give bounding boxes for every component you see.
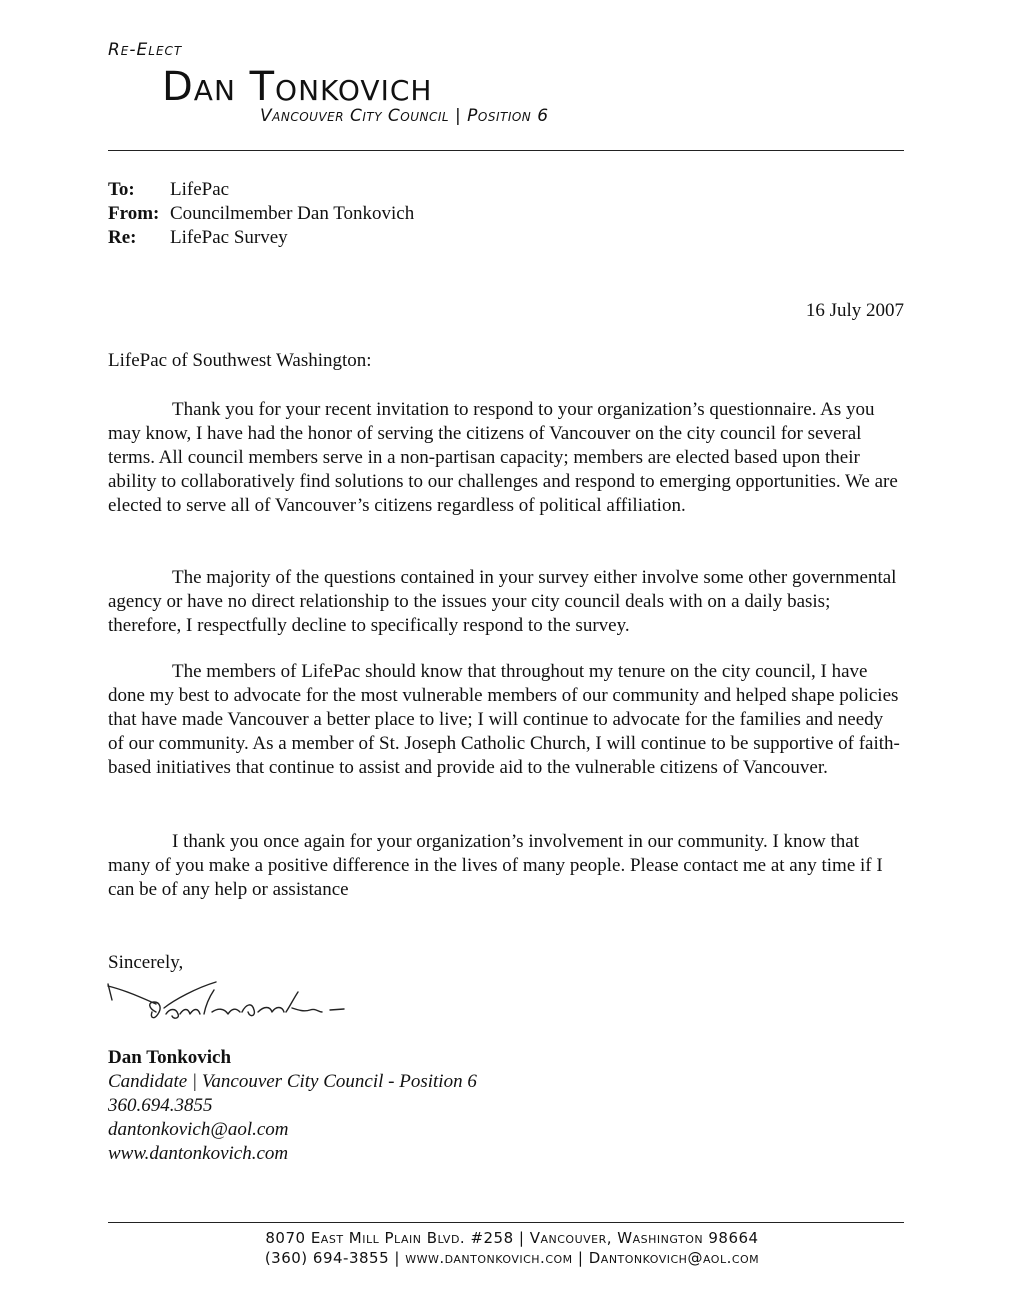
- body-paragraph-4: I thank you once again for your organization’s involvement in our community. I know that many of you make a positive difference in the lives of many people. Please contact me at any time if I can be of any help or assistance: [108, 831, 883, 900]
- memo-from-value: Councilmember Dan Tonkovich: [170, 203, 415, 224]
- footer-divider: [108, 1222, 904, 1223]
- signature-name: Dan Tonkovich: [108, 1047, 232, 1068]
- salutation: LifePac of Southwest Washington:: [108, 350, 372, 371]
- memo-from-row: [108, 202, 414, 226]
- handwritten-signature: [104, 978, 394, 1030]
- header-divider: [108, 150, 904, 151]
- signature-phone: 360.694.3855: [108, 1095, 213, 1116]
- signature-title: Candidate | Vancouver City Council - Position 6: [108, 1071, 477, 1092]
- memo-from-label: From:: [108, 203, 160, 224]
- body-paragraph-1: Thank you for your recent invitation to respond to your organization’s questionnaire. As you may know, I have had the honor of serving the citizens of Vancouver on the city council for several terms. All council members serve in a non-partisan capacity; members are elected based upon their ability to collaboratively find solutions to our challenges and respond to emerging opportunities. We are elected to serve all of Vancouver’s citizens regardless of political affiliation.: [108, 399, 898, 516]
- letterhead-name: Dan Tonkovich: [162, 64, 433, 110]
- signature-email: dantonkovich@aol.com: [108, 1119, 289, 1140]
- memo-re-row: [108, 226, 288, 250]
- closing: Sincerely,: [108, 952, 184, 973]
- body-paragraph-3: The members of LifePac should know that throughout my tenure on the city council, I have done my best to advocate for the most vulnerable members of our community and helped shape policies that have made Vancouver a better place to live; I will continue to advocate for the families and needy of our community. As a member of St. Joseph Catholic Church, I will continue to be supportive of faith-based initiatives that continue to assist and provide aid to the vulnerable citizens of Vancouver.: [108, 661, 900, 778]
- signature-website: www.dantonkovich.com: [108, 1143, 289, 1164]
- footer-contact: (360) 694-3855 | www.dantonkovich.com | Dantonkovich@aol.com: [264, 1249, 760, 1267]
- memo-to-label: To:: [108, 179, 135, 200]
- letter-date: 16 July 2007: [805, 300, 904, 321]
- footer-address: 8070 East Mill Plain Blvd. #258 | Vancouver, Washington 98664: [265, 1229, 759, 1247]
- memo-to-row: [108, 178, 229, 202]
- memo-re-label: Re:: [108, 227, 137, 248]
- memo-to-value: LifePac: [170, 179, 230, 200]
- body-paragraph-2: The majority of the questions contained in your survey either involve some other governmental agency or have no direct relationship to the issues your city council deals with on a daily basis; therefore, I respectfully decline to specifically respond to the survey.: [108, 567, 897, 636]
- letterhead-reelect: Re-Elect: [108, 40, 183, 60]
- memo-re-value: LifePac Survey: [170, 227, 288, 248]
- letterhead-subtitle: Vancouver City Council | Position 6: [260, 106, 549, 126]
